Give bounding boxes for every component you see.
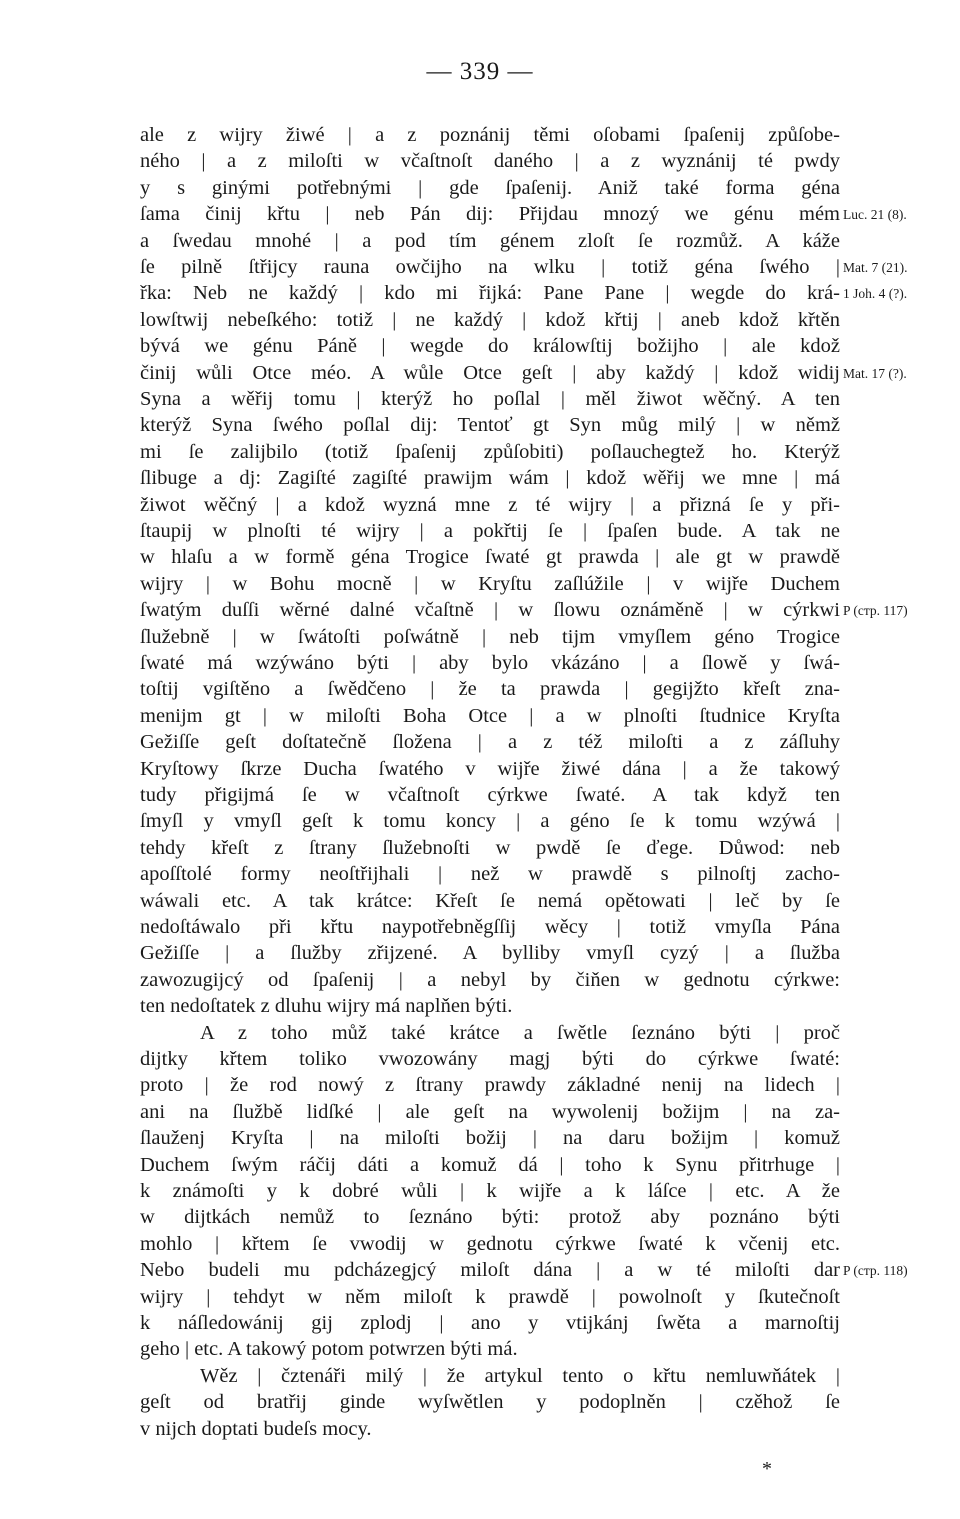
text-line: ſtaupij w plnoſti té wijry | a pokřtij ſe | ſpaſen bude. A tak ne — [140, 520, 840, 542]
text-line: ſlibuge a dj: Zagiſté zagiſté prawijm wám | kdož wěřij we mne | má — [140, 467, 840, 490]
margin-note: Mat. 17 (?). — [843, 365, 907, 381]
text-line: ani na ſlužbě lidſké | ale geſt na wywolenij božijm | na za- — [140, 1100, 840, 1123]
text-line: mi ſe zalijbilo (totiž ſpaſenij způſobiti) poſlauchegtež ho. Kterýž — [140, 440, 840, 463]
text-line: Syna a wěřij tomu | kterýž ho poſlal | měl žiwot wěčný. A ten — [140, 388, 840, 410]
text-line: žiwot wěčný | a kdož wyzná mne z té wijry | a přizná ſe y při- — [140, 493, 840, 516]
page-number: — 339 — — [426, 58, 534, 85]
text-line: mohlo | křtem ſe vwodij w gednotu cýrkwe ſwaté k včenij etc. — [140, 1232, 840, 1255]
text-line: Kryſtowy ſkrze Ducha ſwatého v wijře žiwé dána | a že takowý — [140, 757, 840, 780]
text-line: ného | a z miloſti w včaſtnoſt daného | a z wyznánij té pwdy — [140, 150, 840, 173]
text-line: v nijch doptati budeſs mocy. — [140, 1417, 372, 1440]
text-line: wáwali etc. A tak krátce: Křeſt ſe nemá opětowati | leč by ſe — [140, 889, 840, 912]
text-line: w hlaſu a w formě géna Trogice ſwaté gt prawda | ale gt w prawdě — [140, 546, 840, 569]
margin-note: Luc. 21 (8). — [843, 207, 907, 223]
text-line: Gežiſſe | a ſlužby zřijzené. A bylliby vmyſl cyzý | a ſlužba — [140, 942, 840, 965]
margin-note: Mat. 7 (21). — [843, 260, 908, 275]
text-line: Wěz | čztenáři milý | že artykul tento o křtu nemluwňátek | — [200, 1364, 840, 1387]
text-line: nedoſtáwalo při křtu naypotřebněgſſij wěcy | totiž vmyſla Pána — [140, 916, 840, 938]
text-line: ſe pilně ſtřijcy rauna owčijho na wlku | totiž géna ſwého | — [140, 256, 840, 278]
text-line: k známoſti y k dobré wůli | k wijře a k láſce | etc. A že — [140, 1180, 840, 1202]
margin-note: 1 Joh. 4 (?). — [843, 286, 908, 302]
text-line: Duchem ſwým ráčij dáti a komuž dá | toho k Synu přitrhuge | — [140, 1153, 840, 1176]
text-line: lowſtwij nebeſkého: totiž | ne každý | kdož křtij | aneb kdož křtěn — [140, 308, 840, 331]
text-line: ale z wijry žiwé | a z poznánij těmi oſobami ſpaſenij způſobe- — [140, 124, 840, 146]
text-line: w dijtkách nemůž to ſeznáno býti: protož aby poznáno býti — [140, 1206, 840, 1229]
text-line: tehdy křeſt z ſtrany ſlužebnoſti w pwdě ſe ďege. Důwod: neb — [140, 836, 840, 859]
text-line: ſlauženj Kryſta | na miloſti božij | na daru božijm | komuž — [140, 1127, 840, 1150]
text-line: ſmyſl y vmyſl geſt k tomu koncy | a géno ſe k tomu wzýwá | — [140, 810, 840, 833]
text-line: wijry | tehdyt w něm miloſt k prawdě | powolnoſt y ſkutečnoſt — [140, 1285, 840, 1308]
text-line: A z toho můž také krátce a ſwětle ſeznáno býti | proč — [200, 1021, 840, 1044]
text-line: Gežiſſe geſt doſtatečně ſložena | a z též miloſti a z záſluhy — [140, 731, 840, 754]
text-line: ſwatým duſſi wěrné dalné včaſtně | w ſlowu oznáměně | w cýrkwi — [140, 599, 840, 622]
text-line: tudy přigijmá ſe w včaſtnoſt cýrkwe ſwaté. A tak když ten — [140, 784, 840, 806]
text-line: Nebo budeli mu pdcházegjcý miloſt dána | a w té miloſti dar — [140, 1259, 840, 1282]
text-line: činij wůli Otce méo. A wůle Otce geſt | aby každý | kdož widij — [140, 361, 840, 384]
text-line: zawozugijcý od ſpaſenij | a nebyl by čiňen w gednotu cýrkwe: — [140, 968, 840, 991]
text-line: geho | etc. A takowý potom potwrzen býti má. — [140, 1338, 518, 1361]
text-line: řka: Neb ne každý | kdo mi řijká: Pane Pane | wegde do krá- — [140, 282, 840, 305]
text-line: apoſſtolé formy neoſtřijhali | než w prawdě s pilnoſtj zacho- — [140, 863, 840, 886]
text-line: geſt od bratřij ginde wyſwětlen y podoplněn | czěhož ſe — [140, 1391, 840, 1414]
text-line: proto | že rod nowý z ſtrany prawdy základné nenij na lidech | — [140, 1074, 840, 1097]
text-line: bývá we génu Páně | wegde do králowſtij božijho | ale kdož — [140, 335, 840, 358]
text-line: dijtky křtem toliko vwozowány magj býti do cýrkwe ſwaté: — [140, 1048, 840, 1070]
text-line: ſwaté má wzýwáno býti | aby bylo vkázáno | a ſlowě y ſwá- — [140, 652, 840, 674]
margin-note: P (стр. 117) — [843, 603, 908, 619]
text-line: wijry | w Bohu mocně | w Kryſtu zaſlúžile | v wijře Duchem — [140, 572, 840, 595]
text-line: k náſledowánij gij zplodj | ano y vtijkánj ſwěta a marnoſtij — [140, 1312, 840, 1334]
text-line: menijm gt | w miloſti Boha Otce | a w plnoſti ſtudnice Kryſta — [140, 704, 840, 727]
text-line: ſama činij křtu | neb Pán dij: Přijdau mnozý we génu mém — [140, 203, 840, 226]
text-line: ſlužebně | w ſwátoſti poſwátně | neb tijm vmyſlem géno Trogice — [140, 625, 840, 648]
text-line: kterýž Syna ſwého poſlal dij: Tentoť gt Syn můg milý | w němž — [140, 414, 840, 437]
text-line: a ſwedau mnohé | a pod tím génem zloſt ſe rozmůž. A káže — [140, 229, 840, 252]
margin-note: P (стр. 118) — [843, 1263, 908, 1279]
text-line: toſtij vgiſtěno a ſwědčeno | že ta prawda | gegijžto křeſt zna- — [140, 678, 840, 701]
text-line: y s ginými potřebnými | gde ſpaſenij. Aniž také forma géna — [140, 176, 840, 199]
text-line: ten nedoſtatek z dluhu wijry má naplňen býti. — [140, 995, 513, 1018]
footer-star: * — [762, 1458, 772, 1480]
